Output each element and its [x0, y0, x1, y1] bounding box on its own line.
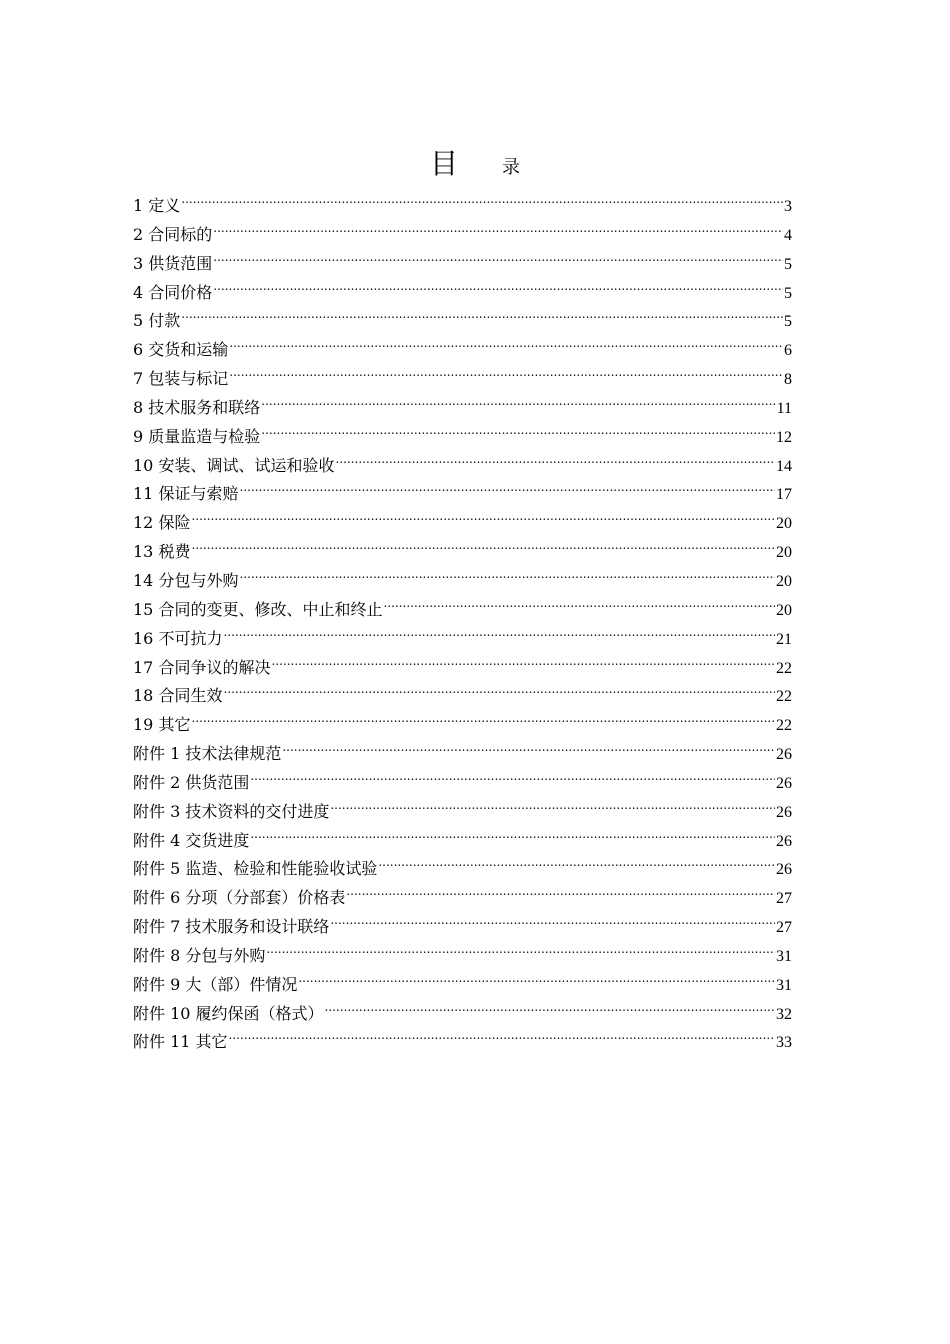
toc-entry-page-number: 20: [776, 572, 792, 590]
toc-entry-page-number: 5: [784, 313, 792, 331]
toc-dot-leader: [223, 616, 775, 644]
toc-entry[interactable]: [133, 1019, 792, 1052]
toc-entry-label: 附件 11 其它: [133, 1032, 228, 1052]
toc-entry[interactable]: [133, 270, 792, 302]
toc-dot-leader: [266, 933, 775, 961]
toc-entry[interactable]: [133, 356, 792, 389]
toc-entry-label: 16 不可抗力: [133, 628, 223, 648]
toc-entry-label: 2 合同标的: [133, 224, 213, 244]
toc-entry-page-number: 20: [776, 515, 792, 533]
toc-entry[interactable]: [133, 241, 792, 273]
toc-entry-label: 7 包装与标记: [133, 369, 229, 389]
toc-title: [0, 146, 950, 186]
toc-dot-leader: [191, 500, 775, 528]
toc-entry[interactable]: [133, 731, 792, 764]
toc-entry-label: 附件 2 供货范围: [133, 772, 250, 792]
toc-dot-leader: [298, 962, 775, 990]
toc-entry[interactable]: [133, 327, 792, 360]
toc-dot-leader: [330, 789, 775, 817]
toc-entry[interactable]: [133, 529, 792, 562]
toc-entry[interactable]: [133, 212, 792, 244]
toc-entry-label: 5 付款: [133, 311, 181, 331]
toc-entry-page-number: 12: [776, 428, 792, 446]
toc-entry-page-number: 5: [784, 255, 792, 273]
toc-dot-leader: [239, 471, 775, 499]
toc-entry-page-number: 14: [776, 457, 792, 475]
toc-dot-leader: [282, 731, 775, 759]
toc-entry-page-number: 6: [784, 342, 792, 360]
toc-entry[interactable]: [133, 673, 792, 706]
toc-entry-label: 附件 9 大（部）件情况: [133, 974, 298, 994]
toc-entry-page-number: 22: [776, 717, 792, 735]
toc-dot-leader: [378, 846, 775, 874]
toc-entry-label: 1 定义: [133, 196, 181, 215]
toc-entry[interactable]: [133, 183, 792, 215]
toc-entry-page-number: 27: [776, 919, 792, 937]
toc-entry-page-number: 26: [776, 803, 792, 821]
toc-dot-leader: [239, 558, 775, 586]
toc-entry-page-number: 20: [776, 601, 792, 619]
toc-dot-leader: [213, 270, 783, 298]
toc-entry-label: 12 保险: [133, 513, 191, 533]
toc-title-char-1: 目: [429, 147, 458, 180]
toc-entry[interactable]: [133, 558, 792, 590]
toc-entry-page-number: 33: [776, 1034, 792, 1052]
toc-entry-page-number: 4: [784, 226, 792, 244]
toc-entry-page-number: 26: [776, 832, 792, 850]
toc-dot-leader: [191, 702, 775, 730]
toc-entry-label: 附件 1 技术法律规范: [133, 744, 282, 764]
toc-entry-label: 11 保证与索赔: [133, 484, 239, 504]
toc-dot-leader: [383, 587, 775, 615]
toc-entry-page-number: 26: [776, 774, 792, 792]
toc-entry[interactable]: [133, 385, 792, 417]
toc-entry-page-number: 32: [776, 1005, 792, 1023]
toc-entry-page-number: 8: [784, 371, 792, 389]
toc-dot-leader: [181, 298, 783, 326]
toc-dot-leader: [250, 760, 775, 788]
toc-dot-leader: [250, 818, 775, 846]
toc-dot-leader: [223, 673, 775, 701]
toc-entry-label: 附件 3 技术资料的交付进度: [133, 801, 330, 821]
toc-entry[interactable]: [133, 645, 792, 677]
toc-entry[interactable]: [133, 298, 792, 331]
toc-entry[interactable]: [133, 500, 792, 533]
toc-entry-label: 10 安装、调试、试运和验收: [133, 455, 335, 475]
toc-dot-leader: [191, 529, 775, 557]
toc-dot-leader: [213, 241, 783, 269]
toc-dot-leader: [325, 991, 775, 1019]
toc-entry[interactable]: [133, 616, 792, 648]
toc-entry-label: 9 质量监造与检验: [133, 426, 261, 446]
toc-dot-leader: [335, 443, 775, 471]
toc-entry-label: 4 合同价格: [133, 282, 213, 302]
toc-entry-label: 18 合同生效: [133, 686, 223, 706]
toc-dot-leader: [229, 327, 783, 355]
toc-entry-label: 附件 8 分包与外购: [133, 945, 266, 965]
toc-entry-page-number: 31: [776, 976, 792, 994]
toc-entry-page-number: 27: [776, 890, 792, 908]
toc-list: [133, 183, 792, 1052]
toc-entry-page-number: 5: [784, 284, 792, 302]
toc-entry-label: 附件 4 交货进度: [133, 830, 250, 850]
toc-entry[interactable]: [133, 702, 792, 735]
toc-entry-page-number: 22: [776, 659, 792, 677]
toc-entry-page-number: 22: [776, 688, 792, 706]
toc-entry-page-number: 20: [776, 544, 792, 562]
toc-entry-label: 8 技术服务和联络: [133, 397, 261, 417]
toc-entry-label: 附件 7 技术服务和设计联络: [133, 917, 330, 937]
toc-dot-leader: [229, 1019, 775, 1047]
toc-entry-label: 19 其它: [133, 715, 191, 735]
toc-entry-label: 17 合同争议的解决: [133, 657, 271, 677]
toc-entry-label: 附件 10 履约保函（格式）: [133, 1003, 324, 1023]
toc-dot-leader: [261, 385, 775, 413]
toc-entry-label: 附件 6 分项（分部套）价格表: [133, 888, 346, 908]
toc-entry-page-number: 26: [776, 861, 792, 879]
toc-entry-page-number: 21: [776, 630, 792, 648]
toc-dot-leader: [271, 645, 775, 673]
toc-entry-label: 14 分包与外购: [133, 570, 239, 590]
toc-dot-leader: [330, 904, 775, 932]
toc-entry-label: 6 交货和运输: [133, 340, 229, 360]
toc-dot-leader: [229, 356, 783, 384]
toc-entry-label: 15 合同的变更、修改、中止和终止: [133, 599, 383, 619]
toc-entry-label: 附件 5 监造、检验和性能验收试验: [133, 859, 378, 879]
toc-dot-leader: [181, 183, 783, 211]
toc-entry-label: 3 供货范围: [133, 253, 213, 273]
toc-title-char-2: 录: [502, 157, 520, 178]
toc-entry-page-number: 26: [776, 746, 792, 764]
toc-dot-leader: [213, 212, 783, 240]
toc-entry-page-number: 11: [776, 399, 792, 417]
toc-entry-page-number: 31: [776, 947, 792, 965]
toc-dot-leader: [261, 414, 775, 442]
toc-dot-leader: [346, 875, 775, 903]
toc-entry-page-number: 17: [776, 486, 792, 504]
toc-entry-label: 13 税费: [133, 542, 191, 562]
toc-entry-page-number: 3: [784, 198, 792, 215]
